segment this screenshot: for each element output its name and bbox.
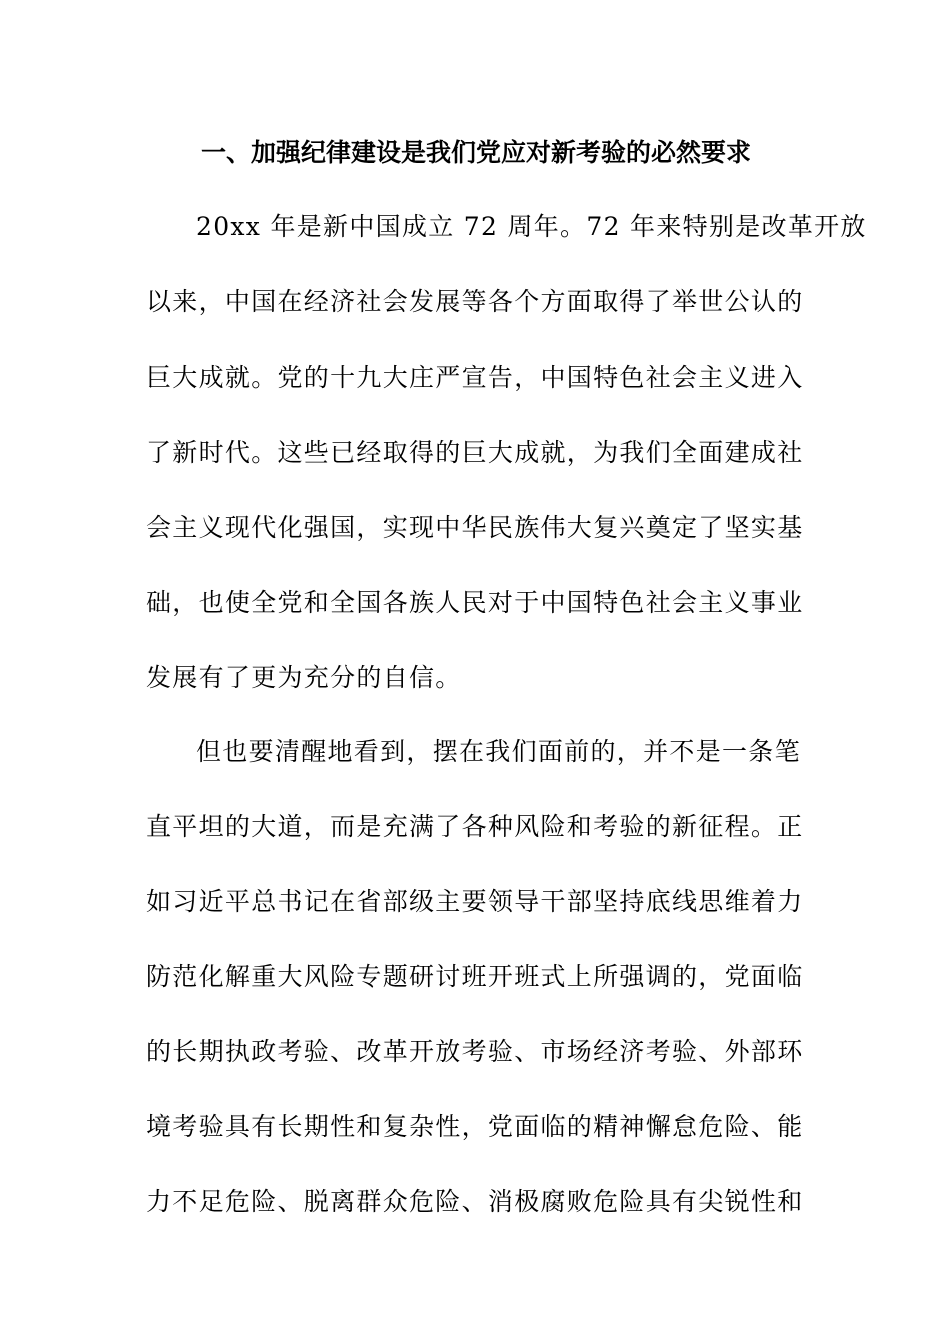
paragraph-line: 力不足危险、脱离群众危险、消极腐败危险具有尖锐性和 xyxy=(146,1187,804,1216)
paragraph-line: 了新时代。这些已经取得的巨大成就，为我们全面建成社 xyxy=(146,438,804,467)
paragraph-line: 础，也使全党和全国各族人民对于中国特色社会主义事业 xyxy=(146,588,804,617)
paragraph-line: 以来，中国在经济社会发展等各个方面取得了举世公认的 xyxy=(146,287,804,316)
paragraph-line: 防范化解重大风险专题研讨班开班式上所强调的，党面临 xyxy=(146,962,804,991)
paragraph-line: 的长期执政考验、改革开放考验、市场经济考验、外部环 xyxy=(146,1037,804,1066)
paragraph-line: 巨大成就。党的十九大庄严宣告，中国特色社会主义进入 xyxy=(146,363,804,392)
paragraph-line: 境考验具有长期性和复杂性，党面临的精神懈怠危险、能 xyxy=(146,1112,804,1141)
paragraph-line: 会主义现代化强国，实现中华民族伟大复兴奠定了坚实基 xyxy=(146,513,804,542)
paragraph-line: 发展有了更为充分的自信。 xyxy=(146,663,462,692)
section-heading: 一、加强纪律建设是我们党应对新考验的必然要求 xyxy=(200,138,751,167)
paragraph-line: 但也要清醒地看到，摆在我们面前的，并不是一条笔 xyxy=(196,737,801,766)
paragraph-line: 20xx 年是新中国成立 72 周年。72 年来特别是改革开放 xyxy=(196,212,867,241)
paragraph-line: 如习近平总书记在省部级主要领导干部坚持底线思维着力 xyxy=(146,887,804,916)
paragraph-line: 直平坦的大道，而是充满了各种风险和考验的新征程。正 xyxy=(146,812,804,841)
